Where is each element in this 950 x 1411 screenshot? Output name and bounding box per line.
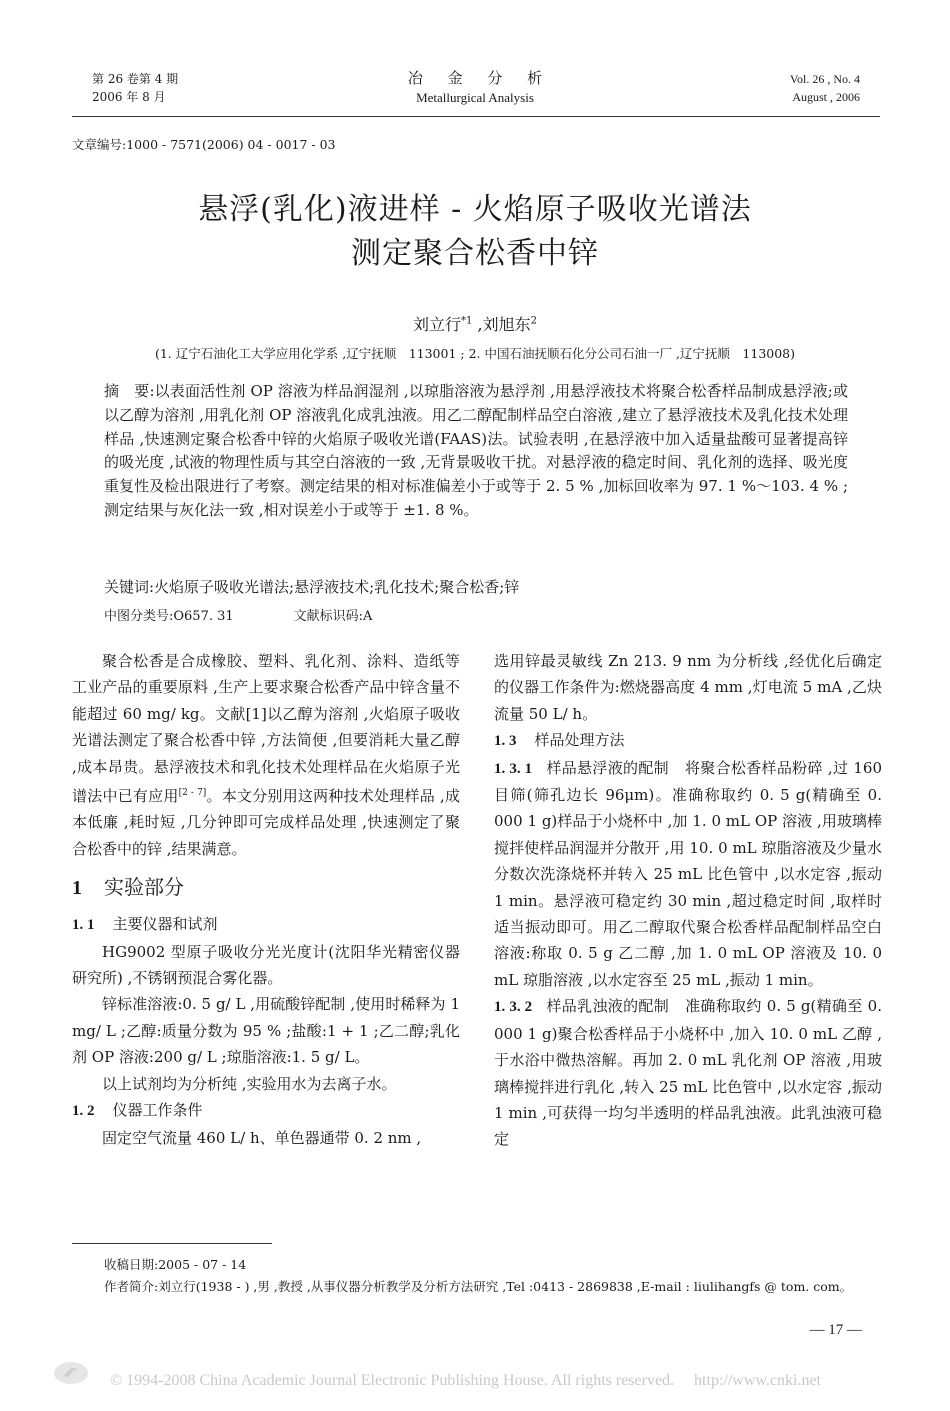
title-line-2: 测定聚合松香中锌 [351,236,599,271]
purity-paragraph: 以上试剂均为分析纯 ,实验用水为去离子水。 [102,1074,397,1093]
author-2: 刘旭东 [482,315,531,334]
conditions-paragraph: 固定空气流量 460 L/ h、单色器通带 0. 2 nm , [102,1128,422,1147]
intro-paragraph [72,648,460,862]
abstract [104,380,848,523]
copyright-notice: © 1994-2008 China Academic Journal Electronic Publishing House. All rights reserved. http://www.cnki.net [110,1372,821,1389]
section-1-3-2-number: 1. 3. 2 [494,999,533,1016]
received-date: 收稿日期:2005 - 07 - 14 [104,1257,247,1272]
clc-number: 中图分类号:O657. 31 [104,609,234,624]
cnki-logo-icon [52,1360,90,1386]
section-1-3-1-number: 1. 3. 1 [494,760,533,777]
section-1-3-1 [494,755,882,994]
author-1-mark: *1 [461,315,473,327]
author-2-mark: 2 [530,315,537,327]
journal-volume: 第 26 卷第 4 期 [92,72,179,86]
paper-title [60,188,890,276]
section-1-2-number: 1. 2 [72,1103,95,1120]
intro-text-end: 。本文分别用这两种技术处理样品 ,成本低廉 ,耗时短 ,几分钟即可完成样品处理 ,快速测定了聚合松香中的锌 ,结果满意。 [72,787,460,858]
section-1-3-title: 样品处理方法 [534,731,625,750]
instrument-paragraph: HG9002 型原子吸收分光光度计(沈阳华光精密仪器研究所) ,不锈钢预混合雾化器。 [72,942,460,988]
section-1-3-1-title: 样品悬浮液的配制 [546,758,669,777]
section-1-3-heading [494,727,882,754]
section-1-1-number: 1. 1 [72,917,95,934]
header-rule [72,116,880,117]
journal-date-en: August , 2006 [792,90,860,104]
section-1-title: 实验部分 [104,875,184,900]
intro-text: 聚合松香是合成橡胶、塑料、乳化剂、涂料、造纸等工业产品的重要原料 ,生产上要求聚合松香产品中锌含量不能超过 60 mg/ kg。文献[1]以乙醇为溶剂 ,火焰原子吸收光谱法测定了聚合松香中锌 ,方法简便 ,但要消耗大量乙醇 ,成本昂贵。悬浮液技术和乳化技术处理样品在火焰原子光谱法中已有应用 [72,652,460,806]
page-number: — 17 — [809,1322,862,1338]
journal-name-en: Metallurgical Analysis [416,90,534,105]
reagents-paragraph: 锌标准溶液:0. 5 g/ L ,用硫酸锌配制 ,使用时稀释为 1 mg/ L ;乙醇:质量分数为 95 % ;盐酸:1 + 1 ;乙二醇;乳化剂 OP 溶液:200 g/ L ;琼脂溶液:1. 5 g/ L。 [72,995,460,1067]
citation-ref: [2 - 7] [178,788,207,799]
document-code: 文献标识码:A [293,609,373,624]
keywords: 关键词:火焰原子吸收光谱法;悬浮液技术;乳化技术;聚合松香;锌 [104,578,520,596]
classification [104,605,372,624]
section-1-number: 1 [72,877,82,900]
author-bio: 作者简介:刘立行(1938 - ) ,男 ,教授 ,从事仪器分析教学及分析方法研究 ,Tel :0413 - 2869838 ,E-mail : liulihangfs @ tom. com。 [104,1279,853,1294]
author-list [60,312,890,335]
journal-date: 2006 年 8 月 [92,90,166,104]
journal-issue [92,70,178,106]
section-1-2-heading [72,1097,460,1124]
right-column [494,648,882,1153]
footnote-rule [72,1243,272,1244]
section-1-1-heading [72,911,460,938]
left-column [72,648,460,1151]
section-1-1-title: 主要仪器和试剂 [112,915,218,934]
section-1-2-title: 仪器工作条件 [112,1101,203,1120]
journal-issue-en [790,70,860,106]
section-1-heading [72,874,460,901]
journal-name-cn: 冶 金 分 析 [407,69,553,87]
conditions-continued: 选用锌最灵敏线 Zn 213. 9 nm 为分析线 ,经优化后确定的仪器工作条件为:燃烧器高度 4 mm ,灯电流 5 mA ,乙炔流量 50 L/ h。 [494,652,882,723]
author-separator: , [472,315,483,334]
article-number: 文章编号:1000 - 7571(2006) 04 - 0017 - 03 [72,137,336,152]
section-1-3-number: 1. 3 [494,733,517,750]
journal-volume-en: Vol. 26 , No. 4 [789,72,860,86]
affiliations: (1. 辽宁石油化工大学应用化学系 ,辽宁抚顺 113001 ; 2. 中国石油抚顺石化分公司石油一厂 ,辽宁抚顺 113008) [154,346,796,361]
section-1-3-1-text: 将聚合松香样品粉碎 ,过 160 目筛(筛孔边长 96μm)。准确称取约 0. 5 g(精确至 0. 000 1 g)样品于小烧杯中 ,加 1. 0 mL OP 溶液 ,用玻璃棒搅拌使样品润湿并分散开 ,用 10. 0 mL 琼脂溶液及少量水分数次洗涤烧杯并转入 25 mL 比色管中 ,以水定容 ,振动 1 min。悬浮液可稳定约 30 min ,超过稳定时间 ,取样时适当振动即可。用乙二醇取代聚合松香样品配制样品空白溶液:称取 0. 5 g 乙二醇 ,加 1. 0 mL OP 溶液及 10. 0 mL 琼脂溶液 ,以水定容至 25 mL ,振动 1 min。 [494,758,883,989]
author-1: 刘立行 [413,315,462,334]
title-line-1: 悬浮(乳化)液进样 - 火焰原子吸收光谱法 [198,192,752,227]
section-1-3-2-title: 样品乳浊液的配制 [546,997,670,1016]
section-1-3-2 [494,993,882,1152]
abstract-text: 摘 要:以表面活性剂 OP 溶液为样品润湿剂 ,以琼脂溶液为悬浮剂 ,用悬浮液技术将聚合松香样品制成悬浮液;或以乙醇为溶剂 ,用乳化剂 OP 溶液乳化成乳浊液。用乙二醇配制样品空白溶液 ,建立了悬浮液技术及乳化技术处理样品 ,快速测定聚合松香中锌的火焰原子吸收光谱(FAAS)法。试验表明 ,在悬浮液中加入适量盐酸可显著提高锌的吸光度 ,试液的物理性质与其空白溶液的一致 ,无背景吸收干扰。对悬浮液的稳定时间、乳化剂的选择、吸光度重复性及检出限进行了考察。测定结果的相对标准偏差小于或等于 2. 5 % ,加标回收率为 97. 1 %～103. 4 % ;测定结果与灰化法一致 ,相对误差小于或等于 ±1. 8 %。 [104,382,848,519]
section-1-3-2-text: 准确称取约 0. 5 g(精确至 0. 000 1 g)聚合松香样品于小烧杯中 ,加入 10. 0 mL 乙醇 ,于水浴中微热溶解。再加 2. 0 mL 乳化剂 OP 溶液 ,用玻璃棒搅拌进行乳化 ,转入 25 mL 比色管中 ,以水定容 ,振动 1 min ,可获得一均匀半透明的样品乳浊液。此乳浊液可稳定 [494,997,882,1149]
journal-name [380,68,570,108]
